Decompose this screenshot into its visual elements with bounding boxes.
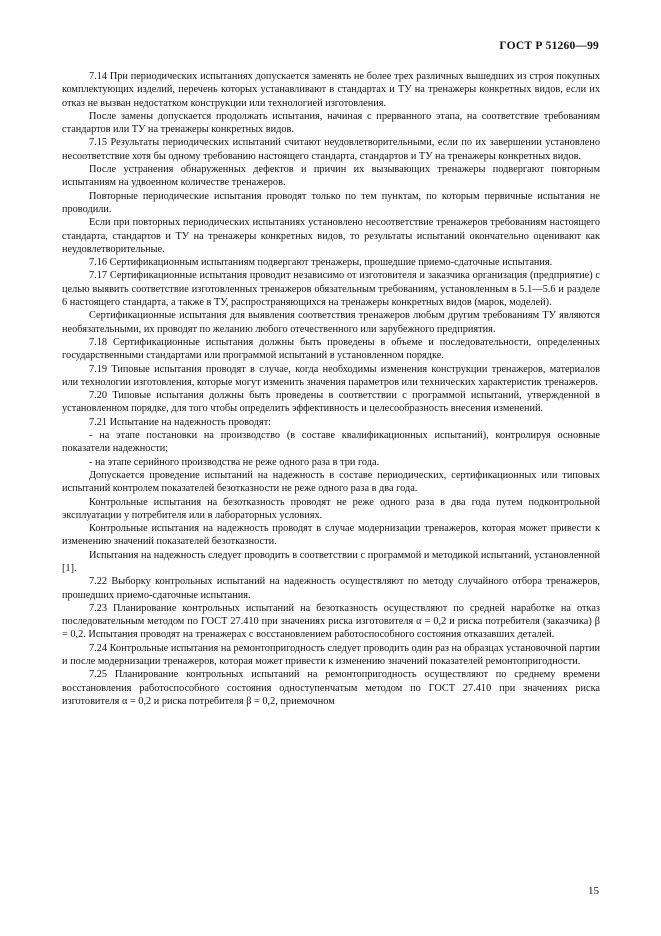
paragraph: Сертификационные испытания для выявления соответствия тренажеров любым другим требованиям ТУ являются необязательными, их проводят по желанию любого отечественного или зарубежного предприятия.: [62, 310, 600, 335]
paragraph: После замены допускается продолжать испытания, начиная с прерванного этапа, на соответствие требованиям стандартов или ТУ на тренажеры конкретных видов.: [62, 110, 600, 136]
page-number: 15: [588, 885, 599, 897]
paragraph: 7.14 При периодических испытаниях допускается заменять не более трех различных вышедших из строя покупных комплектующих изделий, перечень которых устанавливают в стандартах и ТУ на тренажеры конкретных видов, если их отказ не вызван недостатком конструкции или технологией изготовления.: [62, 71, 600, 109]
body-text: [62, 70, 600, 708]
list-item: - на этапе серийного производства не реже одного раза в три года.: [89, 456, 380, 468]
paragraph: 7.15 Результаты периодических испытаний считают неудовлетворительными, если по их завершении установлено несоответствие хотя бы одному требованию настоящего стандарта, стандартов и ТУ на тренажеры конкретных видов.: [62, 137, 600, 162]
paragraph: 7.18 Сертификационные испытания должны быть проведены в объеме и последовательности, определенных государственными стандартами или программой испытаний в установленном порядке.: [62, 336, 600, 362]
paragraph: Повторные периодические испытания проводят только по тем пунктам, по которым первичные испытания не проводили.: [62, 190, 600, 215]
list-item: - на этапе постановки на производство (в составе квалификационных испытаний), контролируя основные показатели надежности;: [62, 430, 600, 455]
paragraph: 7.17 Сертификационные испытания проводит независимо от изготовителя и заказчика организация (предприятие) с целью выявить соответствие изготовленных тренажеров обязательным требованиям, установленным в 5.1—5.6 и разделе 6 настоящего стандарта, а также в ТУ, распространяющихся на тренажеры конкретных видов (марок, моделей).: [62, 270, 600, 309]
paragraph: Испытания на надежность следует проводить в соответствии с программой и методикой испытаний, установленной [1].: [62, 549, 600, 574]
paragraph: Допускается проведение испытаний на надежность в составе периодических, сертификационных или типовых испытаний контролем показателей безотказности не реже одного раза в два года.: [62, 469, 600, 495]
standard-header: ГОСТ Р 51260—99: [499, 40, 599, 52]
paragraph: Контрольные испытания на надежность проводят в случае модернизации тренажеров, которая может привести к изменению значений показателей безотказности.: [62, 523, 600, 548]
paragraph: 7.24 Контрольные испытания на ремонтопригодность следует проводить один раз на образцах установочной партии и после модернизации тренажеров, которая может привести к изменению значений показателей ремонтопригодности.: [62, 642, 600, 668]
paragraph: Контрольные испытания на безотказность проводят не реже одного раза в два года путем подконтрольной эксплуатации у потребителя или в лабораторных условиях.: [62, 496, 600, 521]
paragraph: 7.16 Сертификационным испытаниям подвергают тренажеры, прошедшие приемо-сдаточные испытания.: [89, 257, 553, 269]
paragraph: 7.21 Испытание на надежность проводят:: [89, 416, 272, 428]
paragraph: После устранения обнаруженных дефектов и причин их вызывающих тренажеры подвергают повторным испытаниям на удвоенном количестве тренажеров.: [62, 164, 600, 189]
paragraph: 7.19 Типовые испытания проводят в случае, когда необходимы изменения конструкции тренажеров, материалов или технологии изготовления, которые могут изменить значения параметров или технических характеристик тренажеров.: [62, 363, 600, 388]
paragraph: 7.20 Типовые испытания должны быть проведены в соответствии с программой испытаний, утвержденной в установленном порядке, для того чтобы определить эффективность и целесообразность внесения изменений.: [62, 390, 600, 415]
paragraph: 7.25 Планирование контрольных испытаний на ремонтопригодность осуществляют по среднему времени восстановления работоспособного состояния одноступенчатым методом по ГОСТ 27.410 при значениях риска изготовителя α = 0,2 и риска потребителя β = 0,2, приемочном: [62, 669, 600, 707]
paragraph: 7.22 Выборку контрольных испытаний на надежность осуществляют по методу случайного отбора тренажеров, прошедших приемо-сдаточные испытания.: [62, 576, 600, 601]
paragraph: Если при повторных периодических испытаниях установлено несоответствие тренажеров требованиям настоящего стандарта, стандартов и ТУ на тренажеры конкретных видов, то результаты испытаний окончательно оценивают как неудовлетворительные.: [62, 217, 600, 255]
paragraph: 7.23 Планирование контрольных испытаний на безотказность осуществляют по средней наработке на отказ последовательным методом по ГОСТ 27.410 при значениях риска изготовителя α = 0,2 и риска потребителя (заказчика) β = 0,2. Испытания проводят на тренажерах с восстановлением работоспособного состояния отказавших деталей.: [62, 602, 600, 641]
